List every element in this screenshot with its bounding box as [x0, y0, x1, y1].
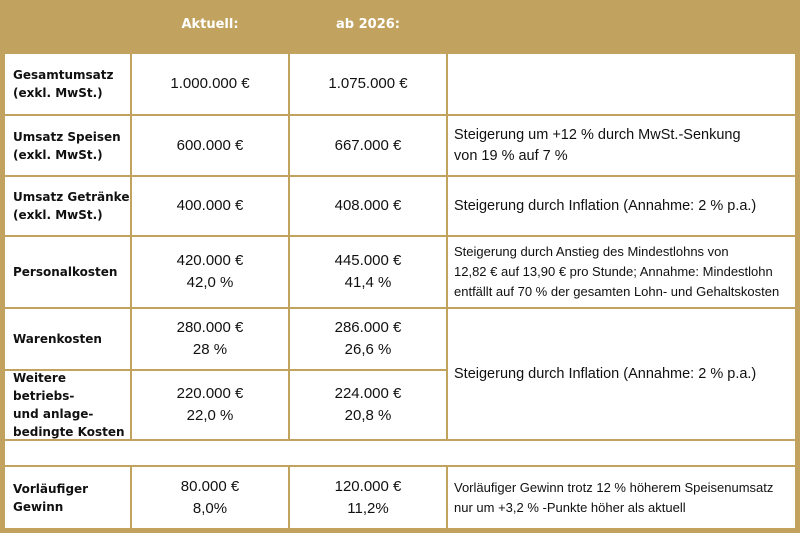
note-vorlaeufiger-gewinn: Vorläufiger Gewinn trotz 12 % höherem Speisenumsatz nur um +3,2 % -Punkte höher als aktuell [448, 467, 795, 528]
value-current: 600.000 € [132, 116, 288, 175]
value-current: 280.000 € 28 % [132, 309, 288, 369]
note-personalkosten: Steigerung durch Anstieg des Mindestlohns von 12,82 € auf 13,90 € pro Stunde; Annahme: Mindestlohn entfällt auf 70 % der gesamten Lohn- und Gehaltskosten [448, 237, 795, 307]
value-2026: 667.000 € [290, 116, 446, 175]
row-label-weitere-kosten: Weitere betriebs- und anlage- bedingte Kosten [5, 371, 130, 439]
row-label-gesamtumsatz: Gesamtumsatz (exkl. MwSt.) [5, 54, 130, 114]
value-current: 420.000 € 42,0 % [132, 237, 288, 307]
value-2026: 445.000 € 41,4 % [290, 237, 446, 307]
header-label-cell [5, 5, 130, 52]
value-2026: 120.000 € 11,2% [290, 467, 446, 528]
value-current: 400.000 € [132, 177, 288, 235]
value-current: 220.000 € 22,0 % [132, 371, 288, 439]
note-umsatz-getraenke: Steigerung durch Inflation (Annahme: 2 % p.a.) [448, 177, 795, 235]
value-current: 1.000.000 € [132, 54, 288, 114]
note-empty [448, 54, 795, 114]
row-label-warenkosten: Warenkosten [5, 309, 130, 369]
header-2026: ab 2026: [336, 17, 400, 32]
note-inflation-merged: Steigerung durch Inflation (Annahme: 2 % p.a.) [448, 309, 795, 439]
value-current: 80.000 € 8,0% [132, 467, 288, 528]
header-current: Aktuell: [181, 17, 239, 32]
header-note-cell [448, 5, 795, 52]
row-label-umsatz-getraenke: Umsatz Getränke (exkl. MwSt.) [5, 177, 130, 235]
value-2026: 286.000 € 26,6 % [290, 309, 446, 369]
value-2026: 408.000 € [290, 177, 446, 235]
row-label-umsatz-speisen: Umsatz Speisen (exkl. MwSt.) [5, 116, 130, 175]
note-umsatz-speisen: Steigerung um +12 % durch MwSt.-Senkung von 19 % auf 7 % [448, 116, 795, 175]
value-2026: 1.075.000 € [290, 54, 446, 114]
row-label-personalkosten: Personalkosten [5, 237, 130, 307]
value-2026: 224.000 € 20,8 % [290, 371, 446, 439]
row-label-vorlaeufiger-gewinn: Vorläufiger Gewinn [5, 467, 130, 528]
spacer-row [5, 441, 795, 465]
